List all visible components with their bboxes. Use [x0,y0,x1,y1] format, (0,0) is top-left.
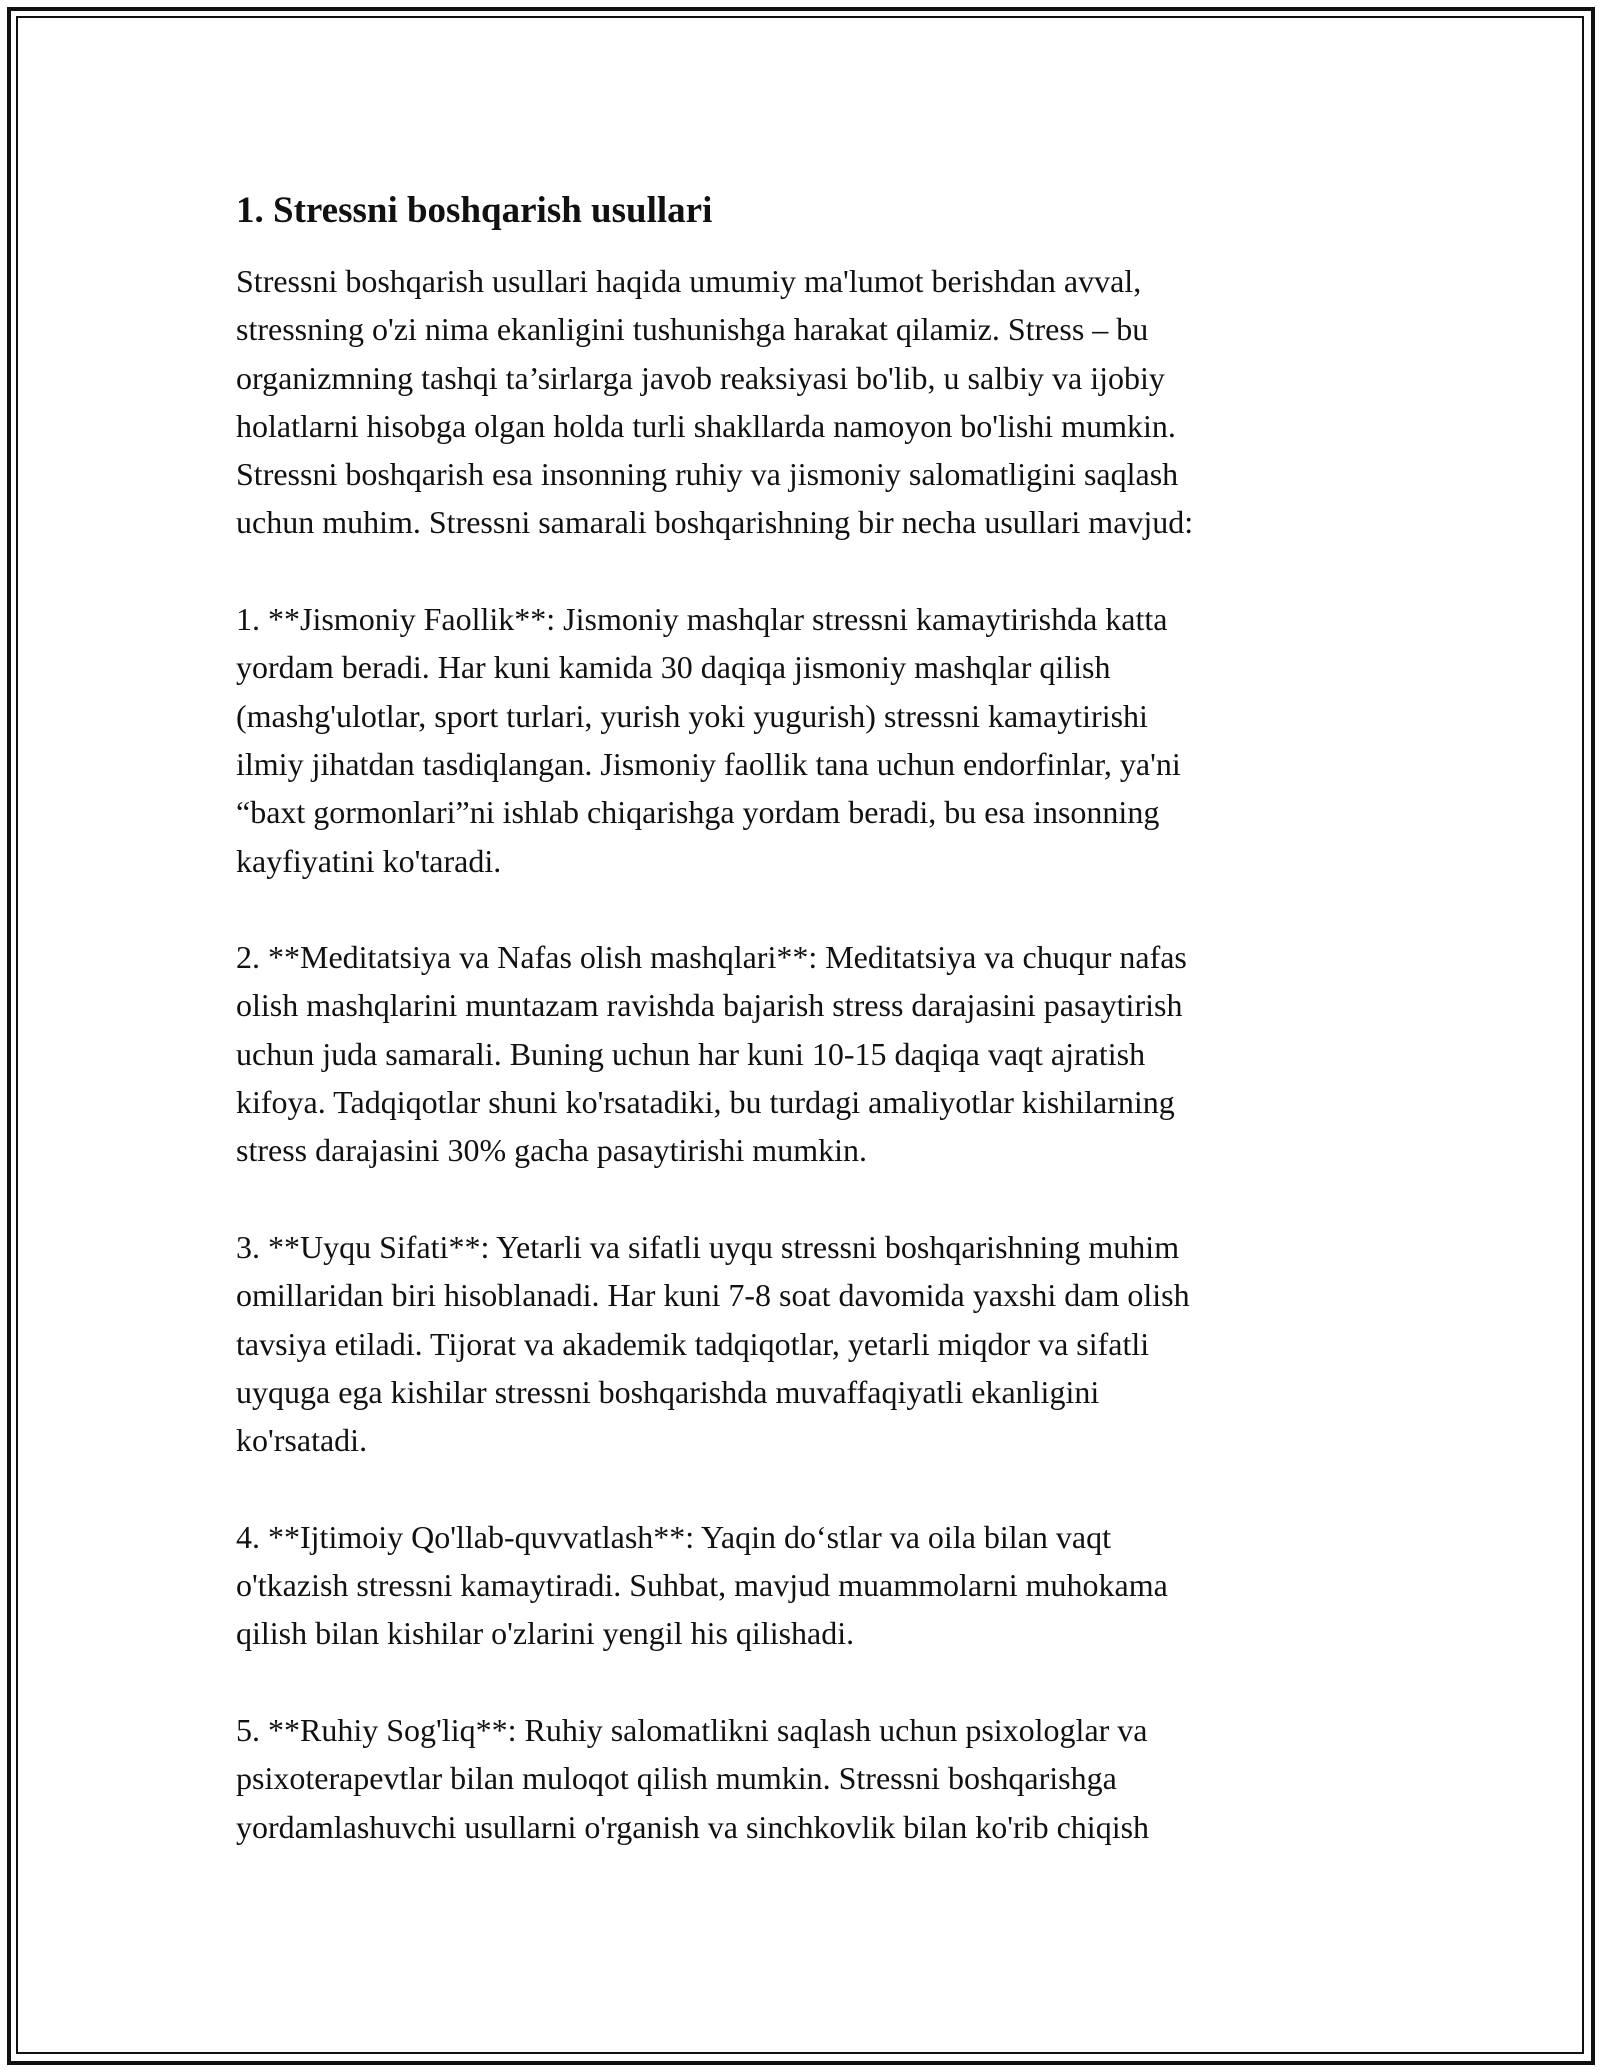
page-title: 1. Stressni boshqarish usullari [236,190,713,231]
list-item-meditatsiya: 2. **Meditatsiya va Nafas olish mashqlari**: Meditatsiya va chuqur nafas olish mashqlarini muntazam ravishda bajarish stress darajasini pasaytirish uchun juda samarali. Buning uchun har kuni 10-15 daqiqa vaqt ajratish kifoya. Tadqiqotlar shuni ko'rsatadiki, bu turdagi amaliyotlar kishilarning stress darajasini 30% gacha pasaytirishi mumkin. [236,939,1187,1169]
list-item-uyqu-sifati: 3. **Uyqu Sifati**: Yetarli va sifatli uyqu stressni boshqarishning muhim omillaridan biri hisoblanadi. Har kuni 7-8 soat davomida yaxshi dam olish tavsiya etiladi. Tijorat va akademik tadqiqotlar, yetarli miqdor va sifatli uyquga ega kishilar stressni boshqarishda muvaffaqiyatli ekanligini ko'rsatadi. [236,1228,1190,1459]
list-item-jismoniy-faollik: 1. **Jismoniy Faollik**: Jismoniy mashqlar stressni kamaytirishda katta yordam beradi. Har kuni kamida 30 daqiqa jismoniy mashqlar qilish (mashg'ulotlar, sport turlari, yurish yoki yugurish) stressni kamaytirishi ilmiy jihatdan tasdiqlangan. Jismoniy faollik tana uchun endorfinlar, ya'ni “baxt gormonlari”ni ishlab chiqarishga yordam beradi, bu esa insonning kayfiyatini ko'taradi. [236,601,1181,879]
list-item-ijtimoiy-qollab: 4. **Ijtimoiy Qo'llab-quvvatlash**: Yaqin do‘stlar va oila bilan vaqt o'tkazish stressni kamaytiradi. Suhbat, mavjud muammolarni muhokama qilish bilan kishilar o'zlarini yengil his qilishadi. [236,1518,1168,1652]
intro-paragraph: Stressni boshqarish usullari haqida umumiy ma'lumot berishdan avval, stressning o'zi nima ekanligini tushunishga harakat qilamiz. Stress – bu organizmning tashqi ta’sirlarga javob reaksiyasi bo'lib, u salbiy va ijobiy holatlarni hisobga olgan holda turli shakllarda namoyon bo'lishi mumkin. Stressni boshqarish esa insonning ruhiy va jismoniy salomatligini saqlash uchun muhim. Stressni samarali boshqarishning bir necha usullari mavjud: [236,263,1194,541]
list-item-ruhiy-sogliq: 5. **Ruhiy Sog'liq**: Ruhiy salomatlikni saqlash uchun psixologlar va psixoterapevtlar bilan muloqot qilish mumkin. Stressni boshqarishga yordamlashuvchi usullarni o'rganish va sinchkovlik bilan ko'rib chiqish [236,1711,1150,1845]
document-body [236,187,1366,1899]
